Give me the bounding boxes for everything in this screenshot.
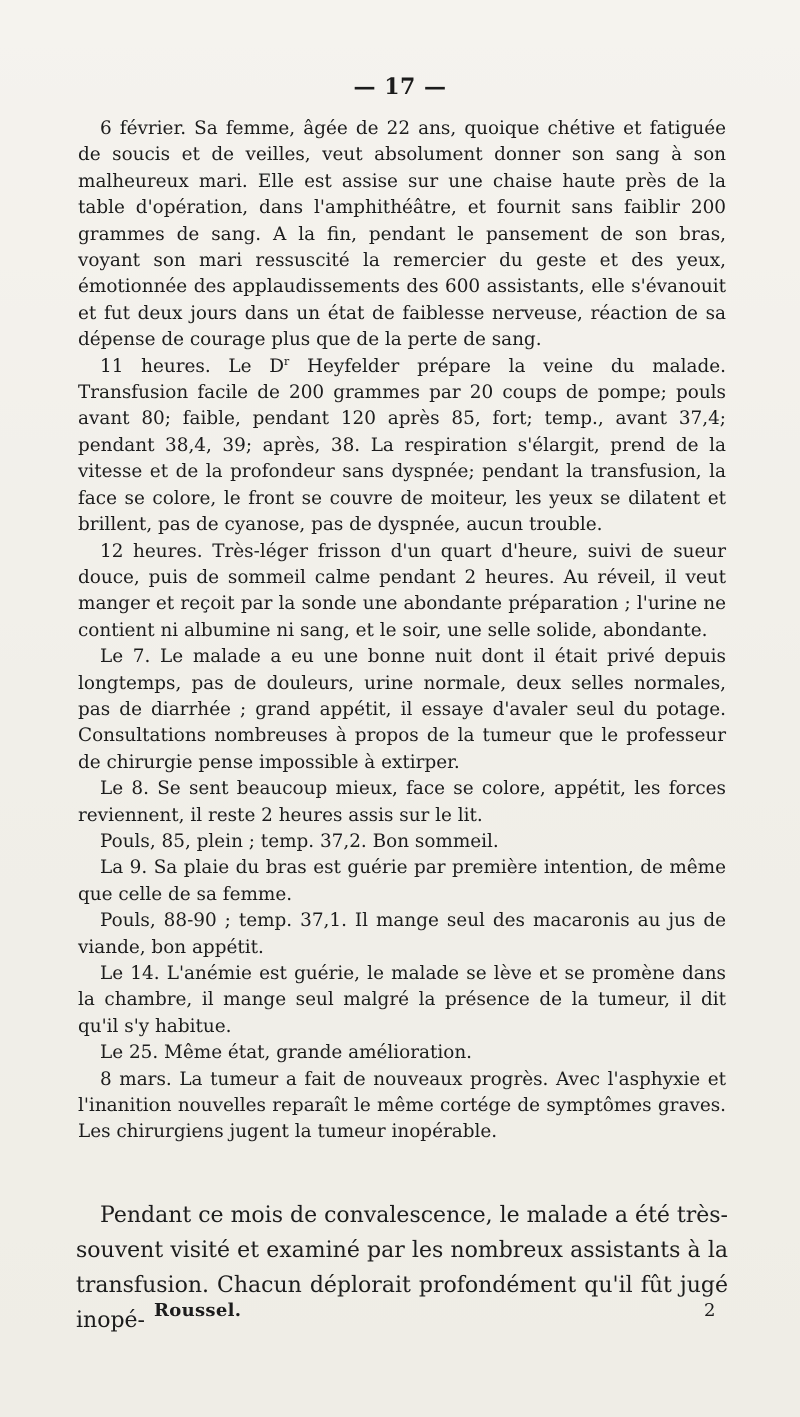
paragraph-11-heures-rest: Heyfelder prépare la veine du malade. Transfusion facile de 200 grammes par 20 coups de pompe; pouls avant 80; faible, pendant 120 après 85, fort; temp., avant 37,4; pendant 38,4, 39; après, 38. La respiration s'élargit, prend de la vitesse et de la profondeur sans dyspnée; pendant la transfusion, la face se colore, le front se couvre de moiteur, les yeux se dilatent et brillent, pas de cyanose, pas de dyspnée, aucun trouble. [78,355,726,536]
paragraph-feb-6: 6 février. Sa femme, âgée de 22 ans, quoique chétive et fatiguée de soucis et de veilles, veut absolument donner son sang à son malheureux mari. Elle est assise sur une chaise haute près de la table d'opération, dans l'amphithéâtre, et fournit sans faiblir 200 grammes de sang. A la fin, pendant le pansement de son bras, voyant son mari ressuscité la remercier du geste et des yeux, émotionnée des applaudissements des 600 assistants, elle s'évanouit et fut deux jours dans un état de faiblesse nerveuse, réaction de sa dépense de courage plus que de la perte de sang. [78,118,726,351]
paragraph-11-heures-start: 11 heures. Le D [100,355,284,377]
closing-paragraph: Pendant ce mois de convalescence, le malade a été très-souvent visité et examiné par les nombreux assistants à la transfusion. Chacun déplorait profondément qu'il fût jugé inopé- [76,1203,728,1333]
footer-sheet-number: 2 [704,1300,716,1321]
paragraph-11-heures [78,354,726,539]
paragraph-pouls-85: Pouls, 85, plein ; temp. 37,2. Bon sommeil. [100,830,499,852]
paragraph-le-14: Le 14. L'anémie est guérie, le malade se lève et se promène dans la chambre, il mange seul malgré la présence de la tumeur, il dit qu'il s'y habitue. [78,963,726,1037]
paragraph-12-heures: 12 heures. Très-léger frisson d'un quart d'heure, suivi de sueur douce, puis de sommeil calme pendant 2 heures. Au réveil, il veut manger et reçoit par la sonde une abondante préparation ; l'urine ne contient ni albumine ni sang, et le soir, une selle solide, abondante. [78,540,726,641]
paragraph-8-mars: 8 mars. La tumeur a fait de nouveaux progrès. Avec l'asphyxie et l'inanition nouvelles reparaît le même cortége de symptômes graves. Les chirurgiens jugent la tumeur inopérable. [78,1068,726,1143]
footer-author: Roussel. [154,1300,242,1321]
body-text [78,116,726,1146]
paragraph-le-8: Le 8. Se sent beaucoup mieux, face se colore, appétit, les forces reviennent, il reste 2 heures assis sur le lit. [78,778,726,826]
paragraph-la-9: La 9. Sa plaie du bras est guérie par première intention, de même que celle de sa femme. [78,857,726,905]
paragraph-le-25: Le 25. Même état, grande amélioration. [100,1042,473,1064]
doctor-superscript: r [284,354,290,368]
page-number: — 17 — [353,74,447,100]
paragraph-pouls-88: Pouls, 88-90 ; temp. 37,1. Il mange seul des macaronis au jus de viande, bon appétit. [78,910,726,958]
paragraph-le-7: Le 7. Le malade a eu une bonne nuit dont il était privé depuis longtemps, pas de douleurs, urine normale, deux selles normales, pas de diarrhée ; grand appétit, il essaye d'avaler seul du potage. Consultations nombreuses à propos de la tumeur que le professeur de chirurgie pense impossible à extirper. [78,646,726,773]
